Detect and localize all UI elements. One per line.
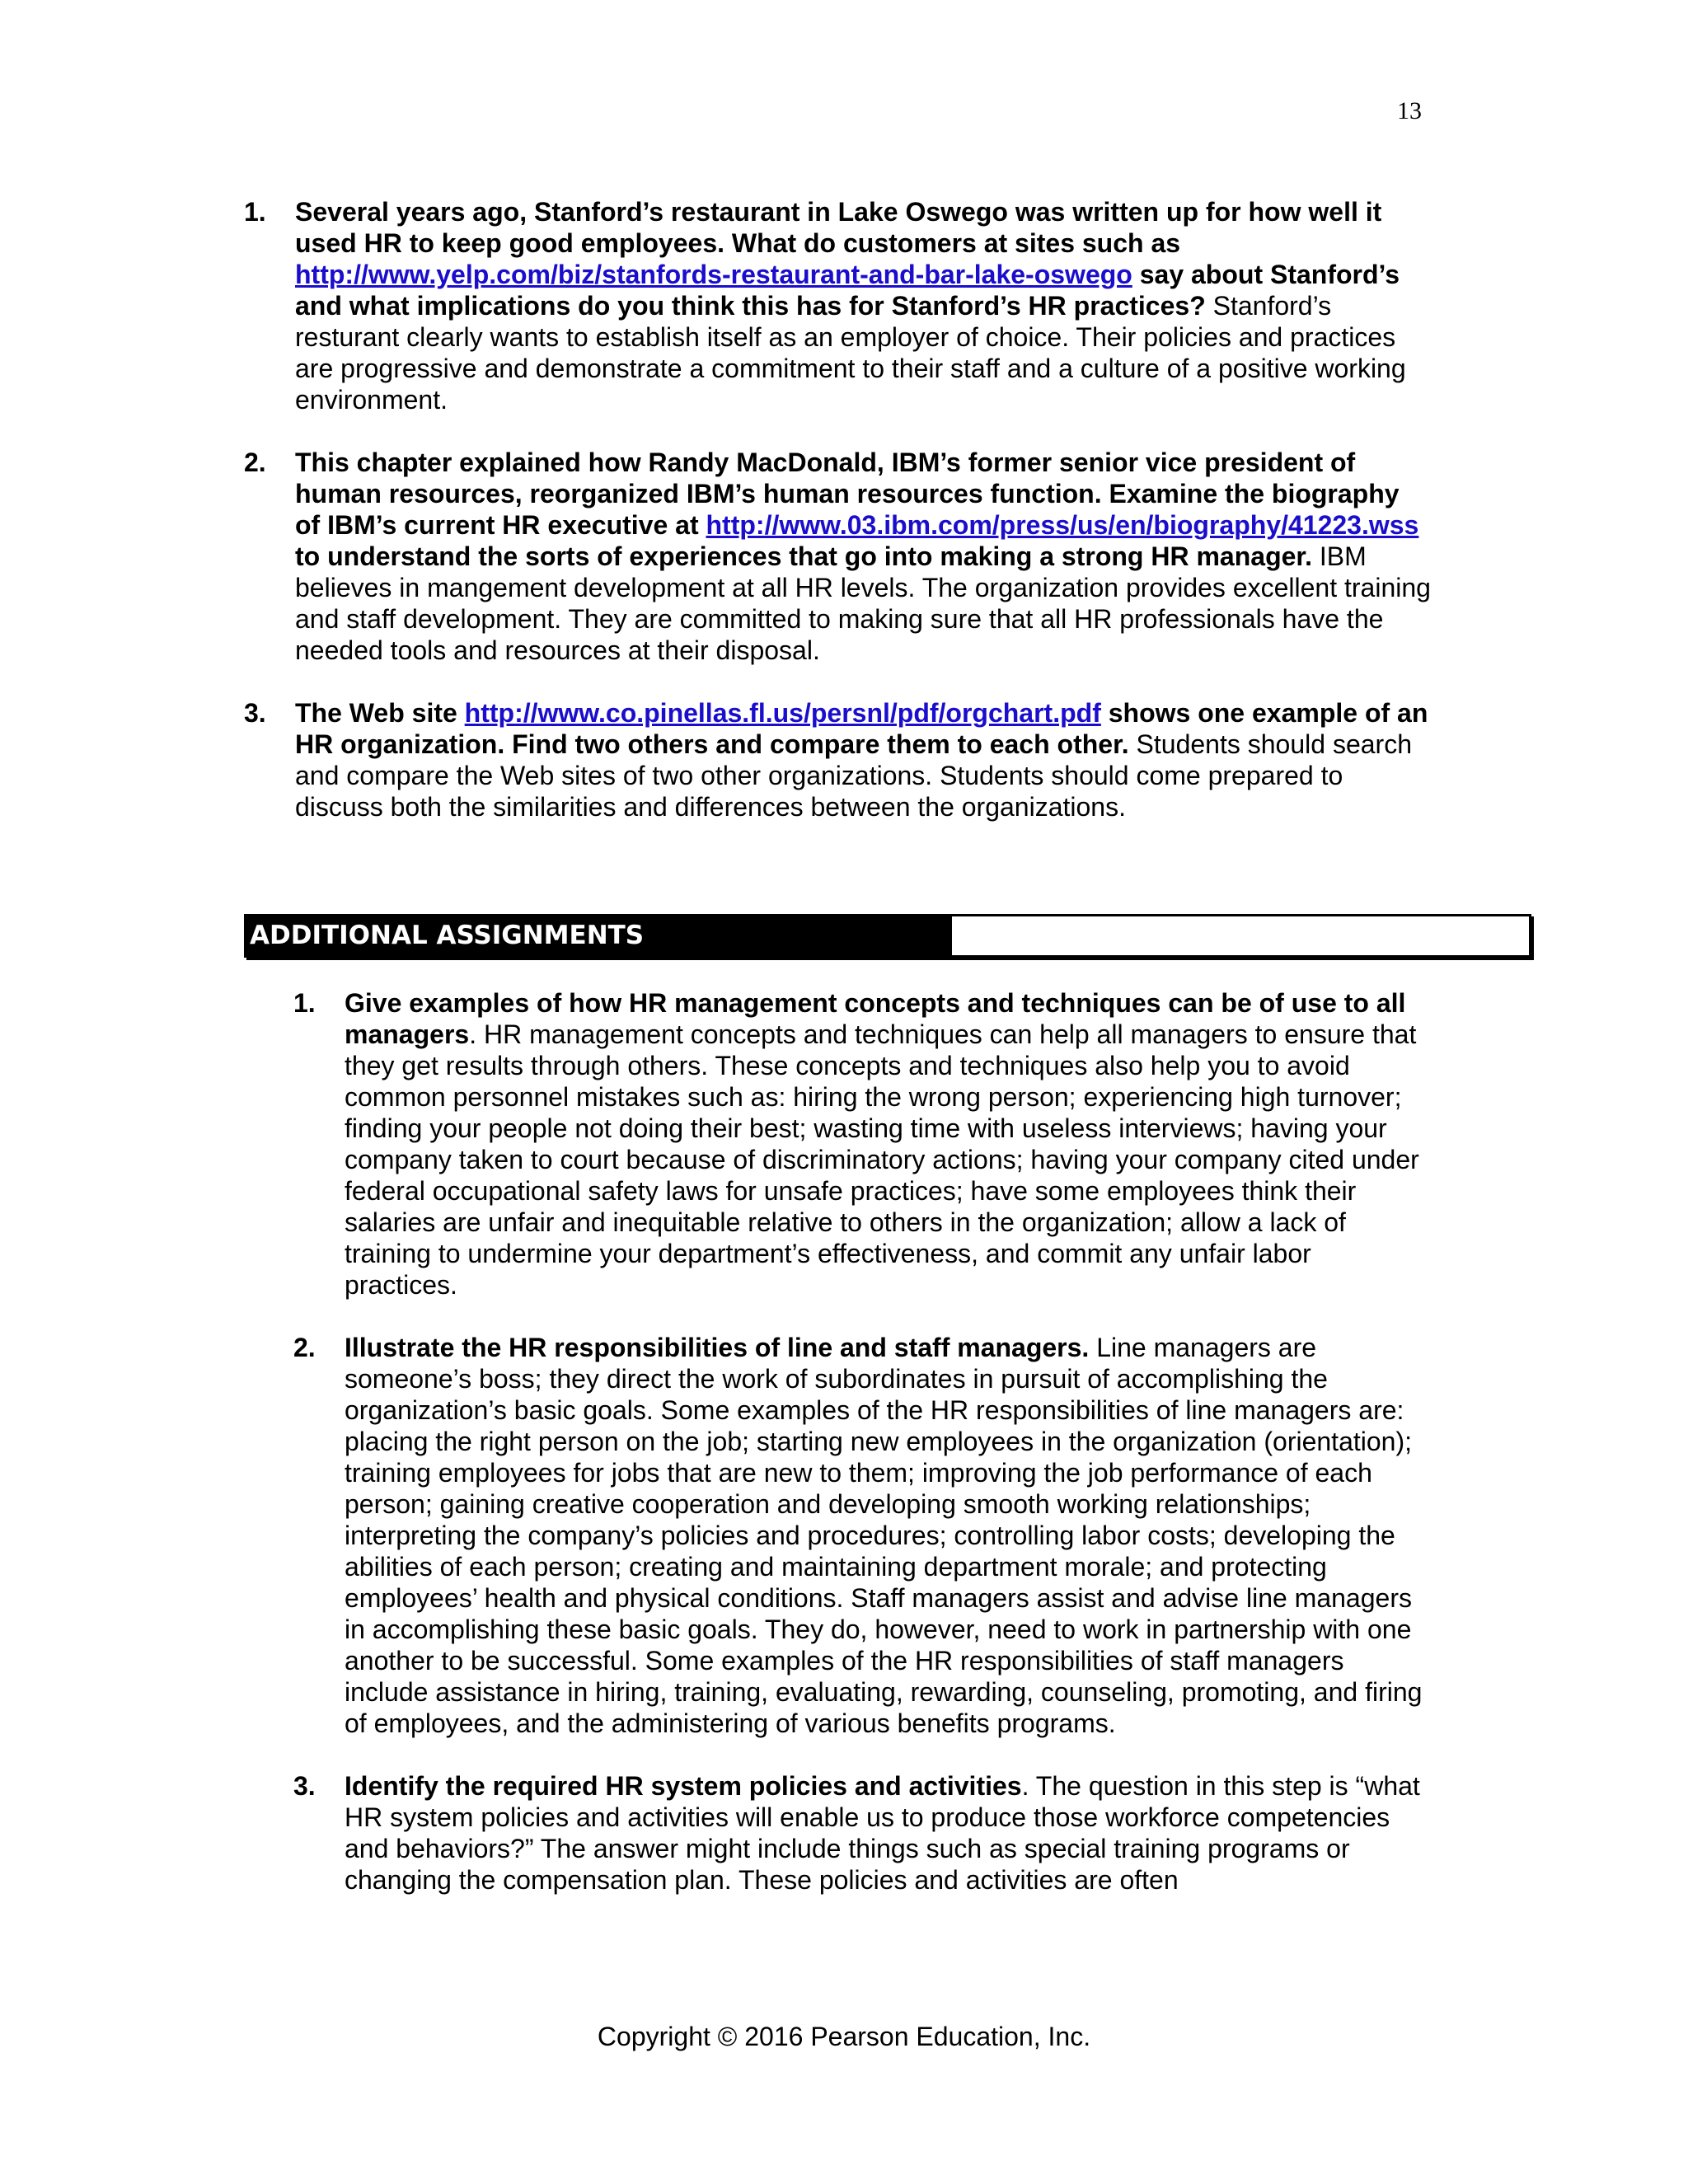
assignment-answer: . HR management concepts and techniques can help all managers to ensure that they get results through others. These concepts and techniques also help you to avoid common personnel mistakes such as: hiring the wrong person; experiencing high turnover; finding your people not doing their best; wasting time with useless interviews; having your company taken to court because of discriminatory actions; having your company cited under federal occupational safety laws for unsafe practices; have some employees think their salaries are unfair and inequitable relative to others in the organization; allow a lack of training to undermine your department’s effectiveness, and commit any unfair labor practices.: [345, 1019, 1419, 1300]
question-prompt-continued: say about Stanford’s and what implications do you think this has for Stanford’s HR practices?: [295, 260, 1400, 321]
assignment-answer: Line managers are someone’s boss; they direct the work of subordinates in pursuit of accomplishing the organization’s basic goals. Some examples of the HR responsibilities of line managers are: placing the right person on the job; starting new employees in the organization (orientation); training employees for jobs that are new to them; improving the job performance of each person; gaining creative cooperation and developing smooth working relationships; interpreting the company’s policies and procedures; controlling labor costs; developing the abilities of each person; creating and maintaining department morale; and protecting employees’ health and physical conditions. Staff managers assist and advise line managers in accomplishing these basic goals. They do, however, need to work in partnership with one another to be successful. Some examples of the HR responsibilities of staff managers include assistance in hiring, training, evaluating, rewarding, counseling, promoting, and firing of employees, and the administering of various benefits programs.: [345, 1333, 1423, 1738]
question-item-2: [244, 447, 1431, 666]
section-title: ADDITIONAL ASSIGNMENTS: [246, 916, 952, 955]
assignment-number: 2.: [293, 1333, 316, 1362]
assignment-prompt: Illustrate the HR responsibilities of line and staff managers.: [345, 1333, 1090, 1362]
pinellas-orgchart-link[interactable]: http://www.co.pinellas.fl.us/persnl/pdf/orgchart.pdf: [464, 698, 1101, 728]
section-header: [244, 914, 1531, 958]
question-answer: Stanford’s resturant clearly wants to establish itself as an employer of choice. Their policies and practices are progressive and demonstrate a commitment to their staff and a culture of a positive working environment.: [295, 291, 1406, 415]
question-prompt-continued: to understand the sorts of experiences that go into making a strong HR manager.: [295, 541, 1312, 571]
question-number: 3.: [244, 698, 266, 728]
question-answer: IBM believes in mangement development at all HR levels. The organization provides excellent training and staff development. They are committed to making sure that all HR professionals have the needed tools and resources at their disposal.: [295, 541, 1431, 665]
yelp-link[interactable]: http://www.yelp.com/biz/stanfords-restaurant-and-bar-lake-oswego: [295, 260, 1132, 289]
assignment-number: 1.: [293, 988, 316, 1018]
question-prompt: This chapter explained how Randy MacDonald, IBM’s former senior vice president of human resources, reorganized IBM’s human resources function. Examine the biography of IBM’s current HR executive at: [295, 448, 1400, 540]
question-number: 2.: [244, 448, 266, 477]
assignment-item-1: [293, 987, 1431, 1301]
question-item-3: [244, 697, 1431, 823]
assignment-prompt: Give examples of how HR management concepts and techniques can be of use to all managers: [345, 988, 1406, 1049]
ibm-biography-link[interactable]: http://www.03.ibm.com/press/us/en/biography/41223.wss: [706, 510, 1419, 540]
assignment-item-2: [293, 1332, 1431, 1739]
assignment-answer: . The question in this step is “what HR system policies and activities will enable us to produce those workforce competencies and behaviors?” The answer might include things such as special training programs or changing the compensation plan. These policies and activities are often: [345, 1771, 1420, 1895]
assignment-list: [293, 987, 1431, 1927]
question-prompt: The Web site: [295, 698, 465, 728]
question-list: [244, 196, 1431, 854]
footer-copyright: Copyright © 2016 Pearson Education, Inc.: [597, 2022, 1091, 2051]
assignment-number: 3.: [293, 1771, 316, 1801]
assignment-prompt: Identify the required HR system policies and activities: [345, 1771, 1022, 1801]
question-prompt-continued: shows one example of an HR organization. Find two others and compare them to each other.: [295, 698, 1428, 759]
page-number: 13: [1397, 97, 1422, 124]
question-item-1: [244, 196, 1431, 415]
question-prompt: Several years ago, Stanford’s restaurant in Lake Oswego was written up for how well it used HR to keep good employees. What do customers at sites such as: [295, 197, 1382, 258]
assignment-item-3: [293, 1770, 1431, 1896]
question-number: 1.: [244, 197, 266, 227]
question-answer: Students should search and compare the Web sites of two other organizations. Students should come prepared to discuss both the similarities and differences between the organizations.: [295, 729, 1412, 822]
